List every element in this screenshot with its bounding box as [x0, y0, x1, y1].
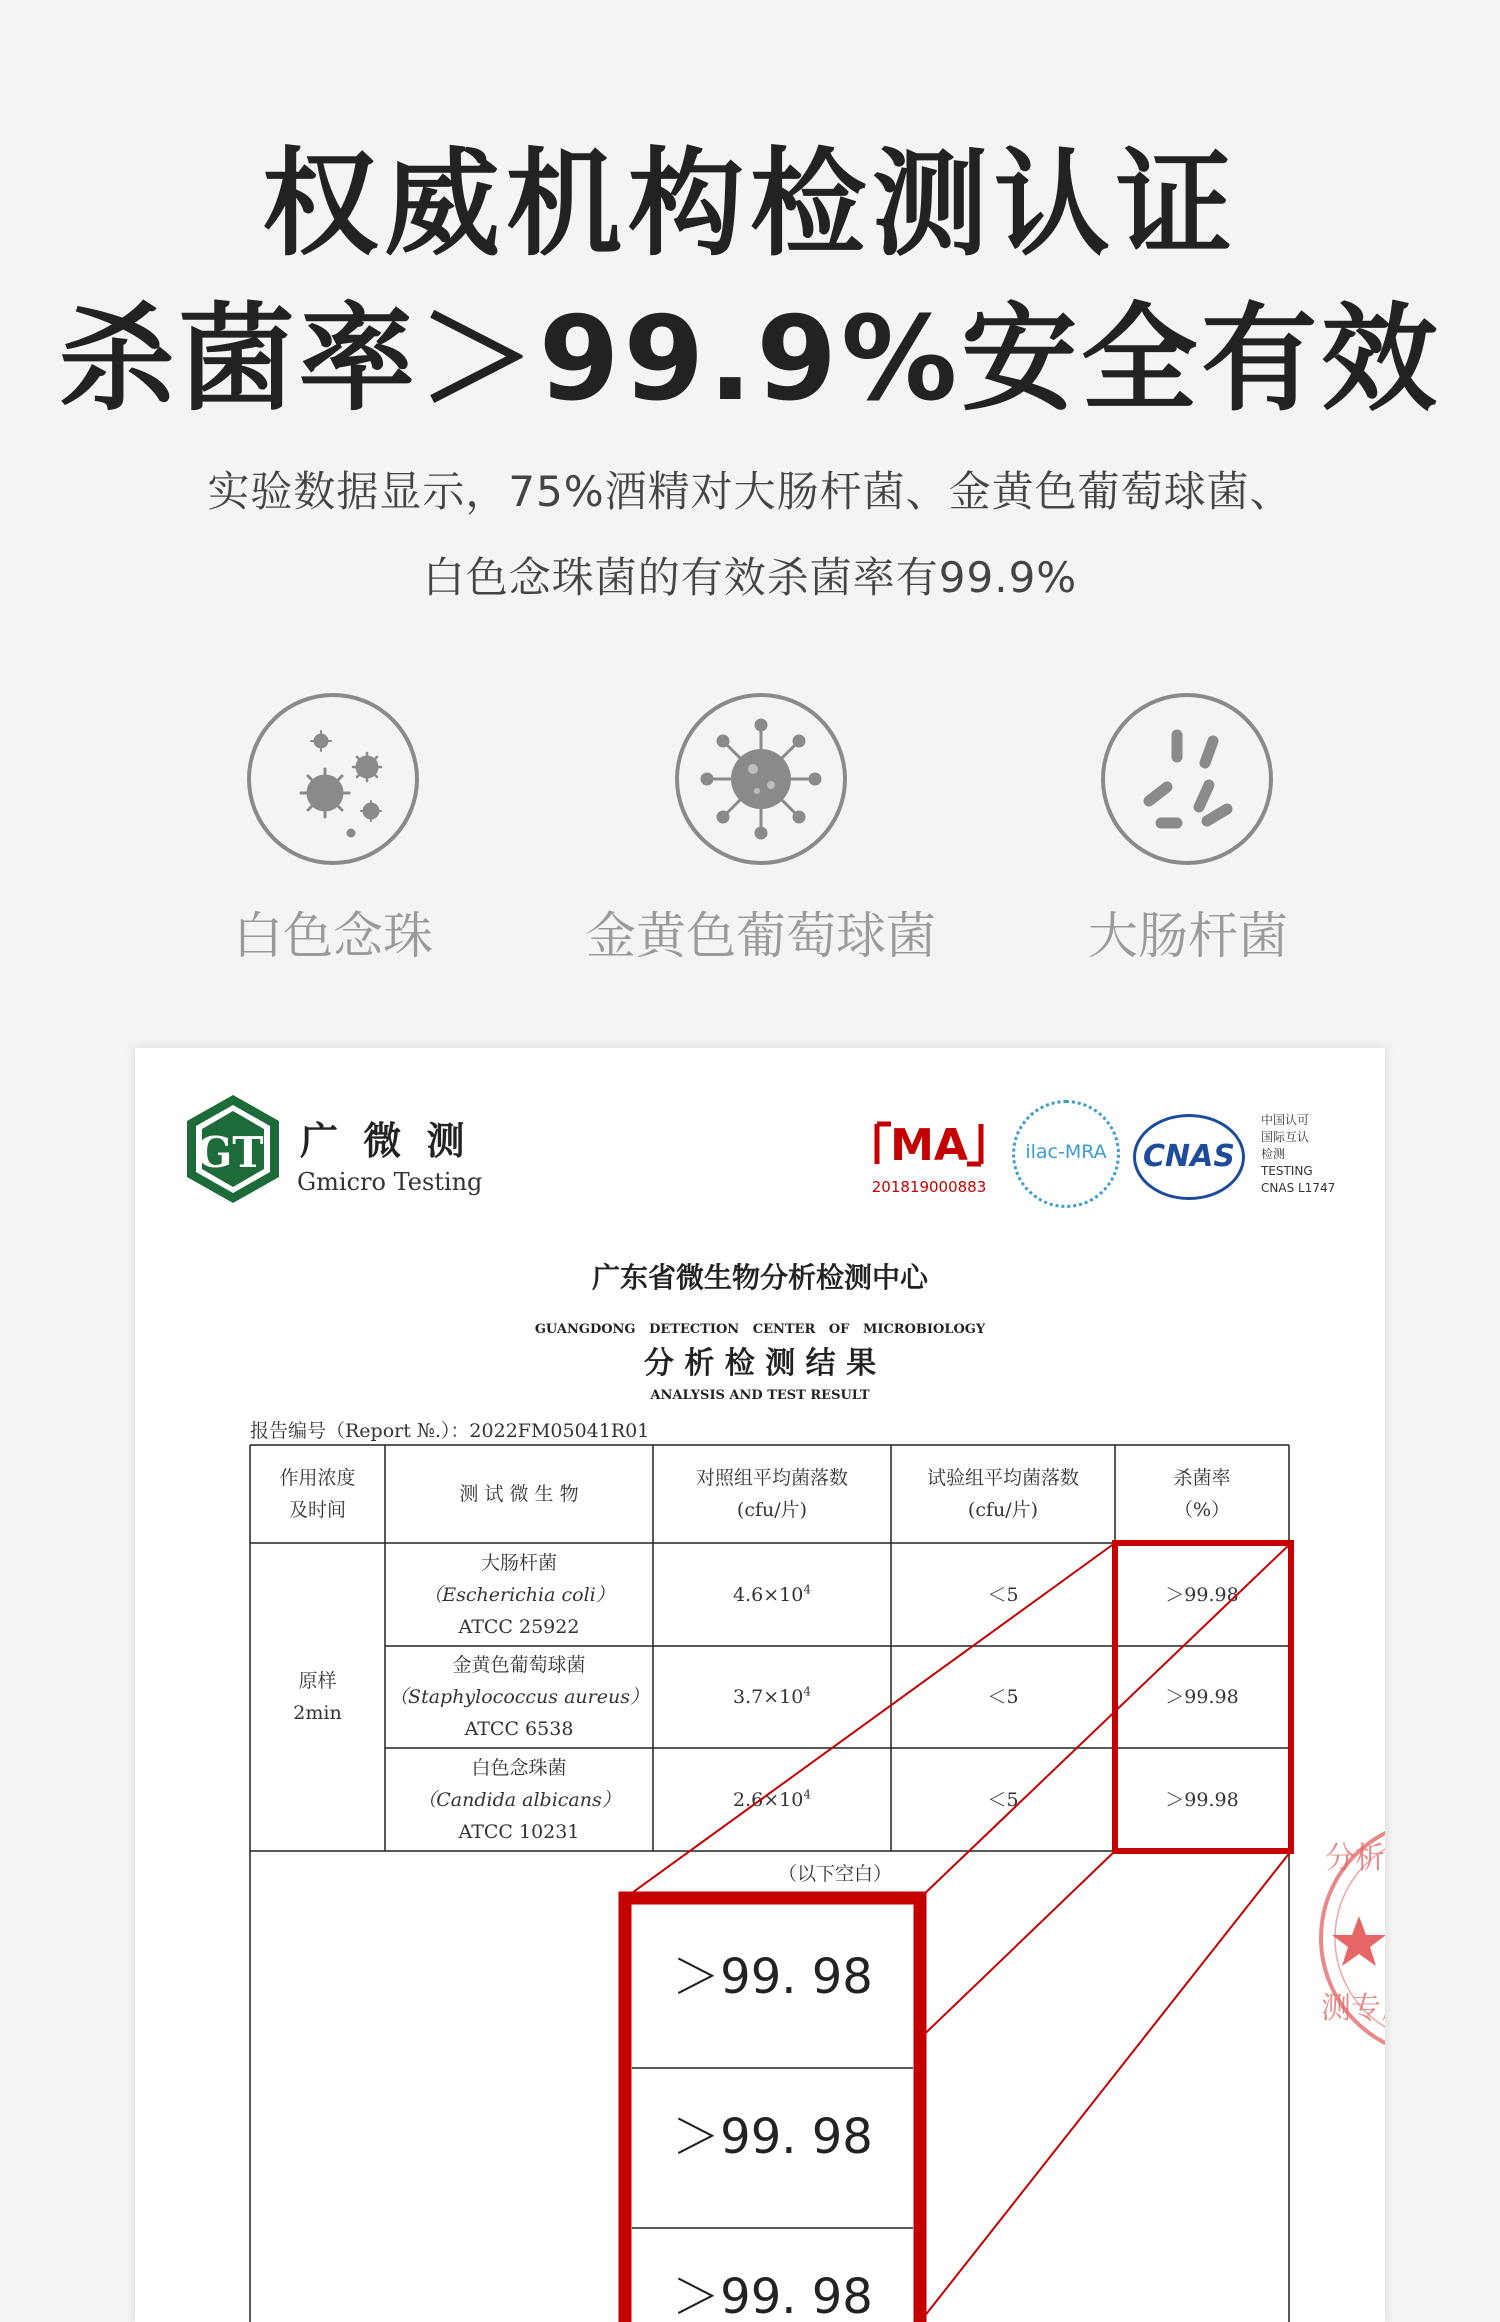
header-test-count: 试验组平均菌落数 (cfu/片) [926, 1467, 1079, 1521]
table-row-control: $4.6\times 10^4$ [733, 1582, 811, 1606]
table-row-test: ＜5 [987, 1686, 1019, 1708]
logo-name-cn: 广 微 测 [300, 1118, 471, 1163]
report-title-cn: 分 析 检 测 结 果 [643, 1346, 877, 1381]
zoom-value: ＞99. 98 [672, 2269, 873, 2322]
ilac-mra-mark-icon: ilac-MRA [1012, 1100, 1120, 1208]
table-row-rate: ＞99.98 [1165, 1583, 1239, 1606]
staphylococcus-icon [675, 693, 847, 865]
cnas-side-text: 中国认可 国际互认 检测 TESTING CNAS L1747 [1261, 1113, 1336, 1195]
svg-text:MA: MA [890, 1120, 968, 1170]
candida-icon [247, 693, 419, 865]
header-kill-rate: 杀菌率 （%） [1173, 1467, 1231, 1521]
label-staphylococcus: 金黄色葡萄球菌 [586, 907, 936, 965]
header-control-count: 对照组平均菌落数 (cfu/片) [695, 1467, 848, 1521]
headline-line-1: 权威机构检测认证 [262, 137, 1238, 272]
report-title-en: ANALYSIS AND TEST RESULT [650, 1388, 870, 1403]
test-report-document [135, 1048, 1411, 2322]
logo-name-en: Gmicro Testing [297, 1168, 483, 1196]
table-row-control: $3.7\times 10^4$ [733, 1684, 811, 1708]
zoom-value: ＞99. 98 [672, 2109, 873, 2165]
label-candida: 白色念珠 [233, 907, 433, 965]
table-row-test: ＜5 [987, 1788, 1019, 1811]
report-number: 报告编号（Report №.）：2022FM05041R01 [250, 1420, 650, 1442]
condition-cell: 原样 2min [293, 1670, 342, 1724]
table-row-microbe: 白色念珠菌 （Candida albicans） ATCC 10231 [417, 1756, 621, 1843]
table-row-rate: ＞99.98 [1165, 1686, 1239, 1708]
svg-text:测专用: 测专用 [1321, 1991, 1411, 2026]
table-row-test: ＜5 [987, 1583, 1019, 1606]
table-row-control: $2.6\times 10^4$ [733, 1787, 811, 1811]
cnas-mark-icon: CNAS [1133, 1114, 1245, 1200]
table-row-rate: ＞99.98 [1165, 1788, 1239, 1811]
headline-line-2: 杀菌率＞99.9%安全有效 [58, 292, 1442, 427]
highlight-rate-box [1115, 1543, 1291, 1851]
svg-text:分析: 分析 [1325, 1841, 1385, 1876]
header-concentration-time: 作用浓度 及时间 [279, 1467, 356, 1521]
table-row-microbe: 金黄色葡萄球菌 （Staphylococcus aureus） ATCC 6538 [389, 1654, 649, 1740]
blank-note: （以下空白） [777, 1863, 892, 1885]
org-name-en: GUANGDONG DETECTION CENTER OF MICROBIOLOGY [534, 1322, 986, 1337]
table-row-microbe: 大肠杆菌 （Escherichia coli） ATCC 25922 [423, 1551, 615, 1638]
cma-number: 201819000883 [871, 1178, 987, 1196]
label-ecoli: 大肠杆菌 [1088, 907, 1288, 965]
description-line-1: 实验数据显示，75%酒精对大肠杆菌、金黄色葡萄球菌、 [207, 467, 1293, 516]
header-microbe: 测 试 微 生 物 [459, 1483, 579, 1505]
zoom-value: ＞99. 98 [672, 1949, 873, 2005]
ecoli-icon [1101, 693, 1273, 865]
org-name-cn: 广东省微生物分析检测中心 [591, 1261, 928, 1294]
svg-text:GT: GT [196, 1128, 264, 1177]
description-line-2: 白色念珠菌的有效杀菌率有99.9% [422, 553, 1078, 602]
